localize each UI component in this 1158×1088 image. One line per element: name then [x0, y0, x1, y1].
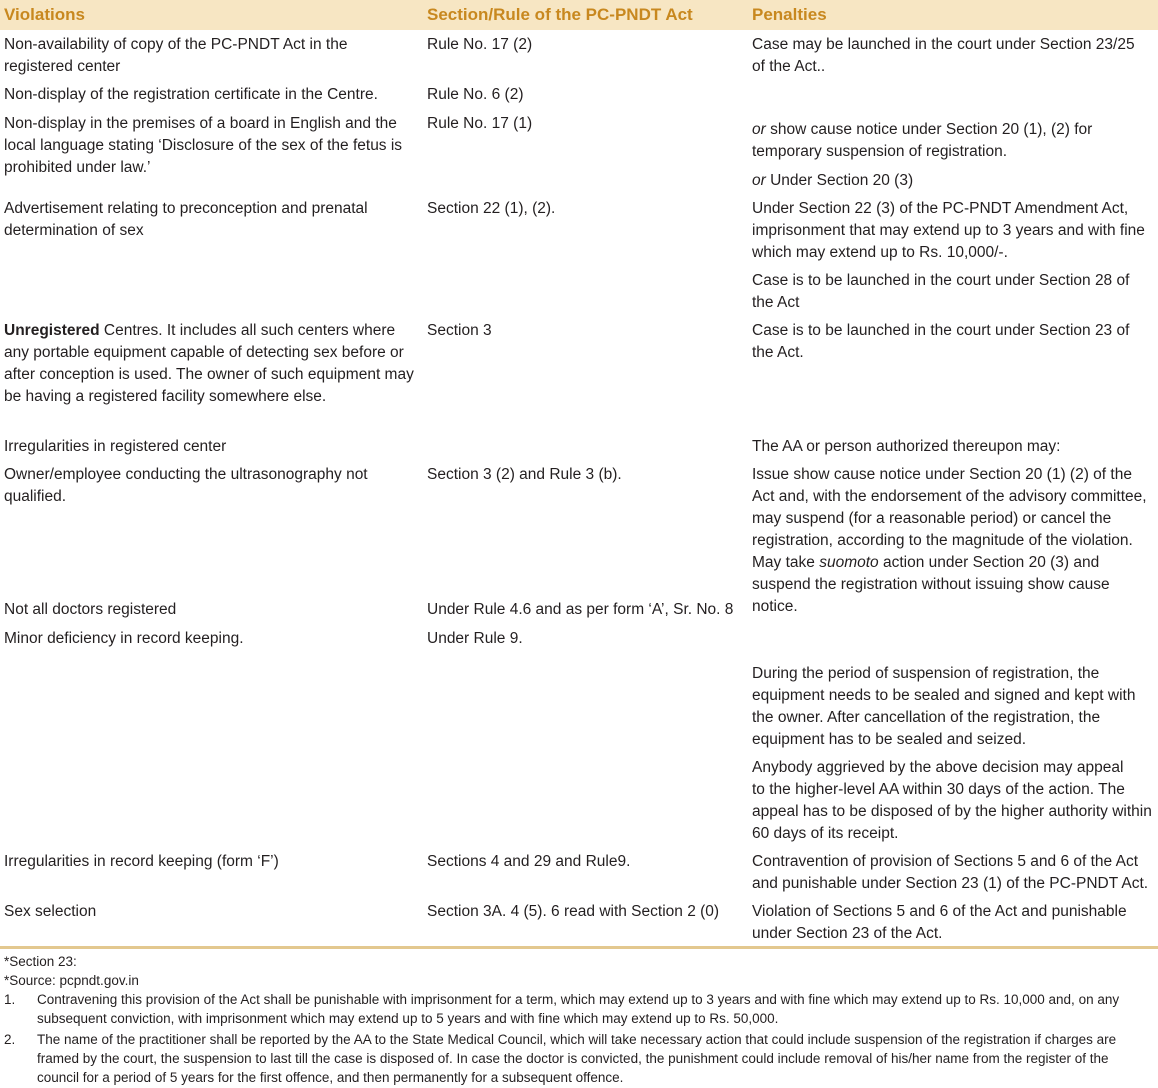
footnote-number: 2. — [4, 1032, 16, 1047]
penalty-text: appeal has to be disposed of by the higher authority within — [752, 803, 1152, 820]
violation-bold: Unregistered — [4, 322, 100, 339]
penalty-text — [752, 170, 913, 192]
violation-text: Sex selection — [4, 903, 97, 920]
penalty-text: Case may be launched in the court under Section 23/25 — [752, 36, 1135, 53]
penalty-text: the Act — [752, 294, 800, 311]
section-text: Under Rule 9. — [427, 630, 523, 647]
penalty-text — [752, 552, 1099, 574]
section-text: Rule No. 17 (1) — [427, 115, 533, 132]
penalty-text: Under Section 22 (3) of the PC-PNDT Amendment Act, — [752, 200, 1129, 217]
table-header — [0, 0, 1158, 30]
penalty-text: may suspend (for a reasonable period) or cancel the — [752, 510, 1112, 527]
penalty-text: the owner. After cancellation of the registration, the — [752, 709, 1101, 726]
header-penalties: Penalties — [752, 5, 827, 24]
penalty-or: or — [752, 121, 766, 138]
footnote-text: framed by the court, the suspension to last till the case is disposed of. In case the doctor is convicted, the punishment could include removal of his/her name from the register of the — [37, 1051, 1109, 1066]
violation-text: Irregularities in record keeping (form ‘F’) — [4, 853, 279, 870]
penalty-text: Anybody aggrieved by the above decision may appeal — [752, 759, 1124, 776]
footnote-text: The name of the practitioner shall be reported by the AA to the State Medical Council, which will take necessary action that could include suspension of the registration if charges are — [37, 1032, 1117, 1047]
violation-text-part: Centres. It includes all such centers where — [99, 322, 396, 339]
penalty-text: Contravention of provision of Sections 5 and 6 of the Act — [752, 853, 1139, 870]
violation-text: Non-display in the premises of a board in English and the — [4, 115, 397, 132]
violation-text: prohibited under law.’ — [4, 159, 151, 176]
penalty-text: Violation of Sections 5 and 6 of the Act and punishable — [752, 903, 1127, 920]
violation-text: be having a registered facility somewhere else. — [4, 388, 327, 405]
penalty-text: Act and, with the endorsement of the advisory committee, — [752, 488, 1147, 505]
penalty-text: equipment needs to be sealed and signed and kept with — [752, 687, 1136, 704]
penalty-text: equipment has to be sealed and seized. — [752, 731, 1027, 748]
footnote-section23: *Section 23: — [4, 954, 77, 969]
penalty-text: notice. — [752, 598, 798, 615]
violation-text: after conception is used. The owner of such equipment may — [4, 366, 414, 383]
footnote-source: *Source: pcpndt.gov.in — [4, 973, 139, 988]
penalty-text: and punishable under Section 23 (1) of the PC-PNDT Act. — [752, 875, 1149, 892]
penalty-text: Issue show cause notice under Section 20 (1) (2) of the — [752, 466, 1132, 483]
violation-text: Owner/employee conducting the ultrasonography not — [4, 466, 368, 483]
penalty-text — [752, 119, 1092, 141]
penalty-text: temporary suspension of registration. — [752, 143, 1008, 160]
section-text: Section 22 (1), (2). — [427, 200, 556, 217]
violation-text: registered center — [4, 58, 121, 75]
footnote-text: subsequent conviction, with imprisonment which may extend up to 5 years and with fine which may extend up to Rs. 50,000. — [37, 1011, 779, 1026]
penalty-text: 60 days of its receipt. — [752, 825, 899, 842]
penalty-text: under Section 23 of the Act. — [752, 925, 943, 942]
section-text: Section 3A. 4 (5). 6 read with Section 2 (0) — [427, 903, 720, 920]
penalty-text-part: May take — [752, 554, 820, 571]
violation-text: Advertisement relating to preconception and prenatal — [4, 200, 368, 217]
penalty-or: or — [752, 172, 766, 189]
violation-text: Minor deficiency in record keeping. — [4, 630, 244, 647]
section-text: Rule No. 17 (2) — [427, 36, 533, 53]
penalty-text-part: Under Section 20 (3) — [765, 172, 914, 189]
violation-text: Non-display of the registration certificate in the Centre. — [4, 86, 378, 103]
penalty-italic: suomoto — [819, 554, 879, 571]
penalty-text: imprisonment that may extend up to 3 years and with fine — [752, 222, 1145, 239]
footnote-number: 1. — [4, 992, 16, 1007]
violation-text: Irregularities in registered center — [4, 438, 227, 455]
footnote-text: Contravening this provision of the Act shall be punishable with imprisonment for a term, which may extend up to 3 years and with fine which may extend up to Rs. 10,000 and, on any — [37, 992, 1120, 1007]
penalty-text: the Act. — [752, 344, 804, 361]
penalty-text: suspend the registration without issuing show cause — [752, 576, 1110, 593]
penalty-text: registration, according to the magnitude of the violation. — [752, 532, 1133, 549]
penalty-text: Case is to be launched in the court under Section 23 of — [752, 322, 1130, 339]
section-text: Section 3 — [427, 322, 492, 339]
violation-text — [4, 320, 395, 342]
violation-text: local language stating ‘Disclosure of the sex of the fetus is — [4, 137, 403, 154]
footnote-text: council for a period of 5 years for the first offence, and then permanently for a subsequent offence. — [37, 1070, 624, 1085]
violation-text: determination of sex — [4, 222, 144, 239]
violation-text: Non-availability of copy of the PC-PNDT Act in the — [4, 36, 348, 53]
section-text: Rule No. 6 (2) — [427, 86, 524, 103]
penalty-text: which may extend up to Rs. 10,000/-. — [752, 244, 1008, 261]
violation-text: any portable equipment capable of detecting sex before or — [4, 344, 404, 361]
section-text: Section 3 (2) and Rule 3 (b). — [427, 466, 622, 483]
section-text: Sections 4 and 29 and Rule9. — [427, 853, 631, 870]
penalty-text: The AA or person authorized thereupon may: — [752, 438, 1061, 455]
penalty-text: of the Act.. — [752, 58, 826, 75]
table-bottom-rule — [0, 946, 1158, 949]
penalty-text-part: action under Section 20 (3) and — [878, 554, 1100, 571]
header-section-rule: Section/Rule of the PC-PNDT Act — [427, 5, 693, 24]
penalty-text: to the higher-level AA within 30 days of the action. The — [752, 781, 1125, 798]
penalty-text: During the period of suspension of registration, the — [752, 665, 1100, 682]
penalty-text-part: show cause notice under Section 20 (1), (2) for — [765, 121, 1093, 138]
penalty-text: Case is to be launched in the court under Section 28 of — [752, 272, 1130, 289]
header-violations: Violations — [4, 5, 85, 24]
violation-text: qualified. — [4, 488, 67, 505]
violation-text: Not all doctors registered — [4, 601, 177, 618]
section-text: Under Rule 4.6 and as per form ‘A’, Sr. No. 8 — [427, 601, 734, 618]
